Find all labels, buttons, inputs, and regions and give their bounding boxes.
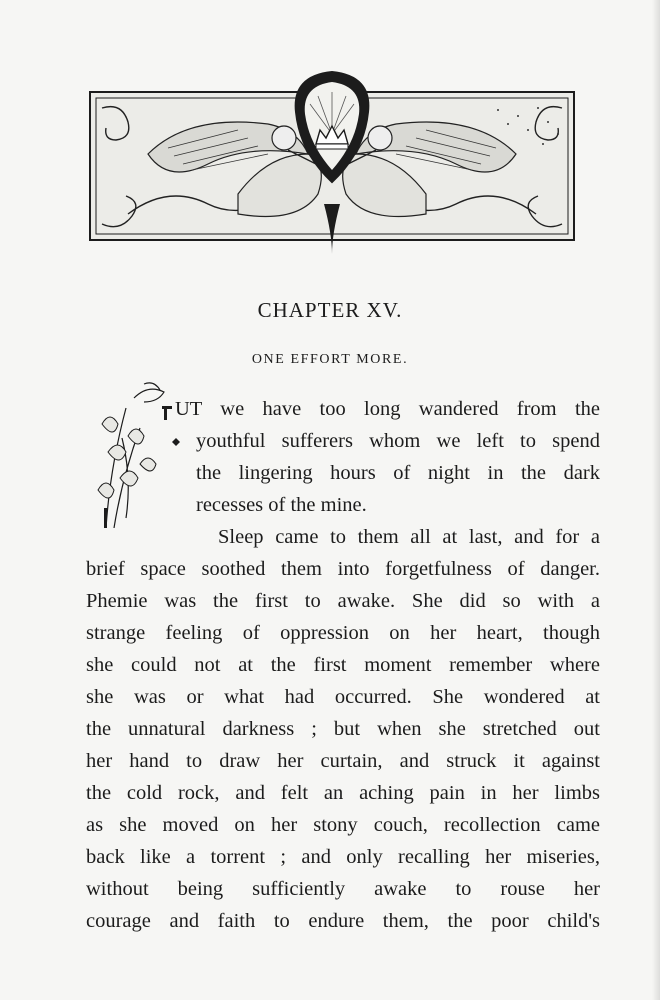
text-line: her hand to draw her curtain, and struck it against — [86, 750, 600, 772]
chapter-title: CHAPTER XV. — [257, 298, 403, 322]
text-line: youthful sufferers whom we left to spend — [196, 430, 600, 452]
ornamental-headpiece — [88, 64, 576, 264]
text-line: back like a torrent ; and only recalling her miseries, — [86, 846, 600, 868]
text-line: courage and faith to endure them, the poor child's — [86, 910, 600, 932]
page-edge-shadow — [652, 0, 660, 1000]
text-line: she could not at the first moment remember where — [86, 654, 600, 676]
text-line: she was or what had occurred. She wondered at — [86, 686, 600, 708]
chapter-subtitle: ONE EFFORT MORE. — [251, 352, 409, 367]
text-line: recesses of the mine. — [196, 494, 367, 516]
text-line: the unnatural darkness ; but when she stretched out — [86, 718, 600, 740]
text-line: the lingering hours of night in the dark — [196, 462, 600, 484]
text-line: the cold rock, and felt an aching pain in her limbs — [86, 782, 600, 804]
text-line: UT we have too long wandered from the — [175, 398, 600, 420]
text-line: Phemie was the first to awake. She did so with a — [86, 590, 600, 612]
text-line: as she moved on her stony couch, recollection came — [86, 814, 600, 836]
text-line: brief space soothed them into forgetfulness of danger. — [86, 558, 600, 580]
text-line: without being sufficiently awake to rouse her — [86, 878, 600, 900]
text-line: strange feeling of oppression on her heart, though — [86, 622, 600, 644]
text-line: Sleep came to them all at last, and for a — [218, 526, 600, 548]
